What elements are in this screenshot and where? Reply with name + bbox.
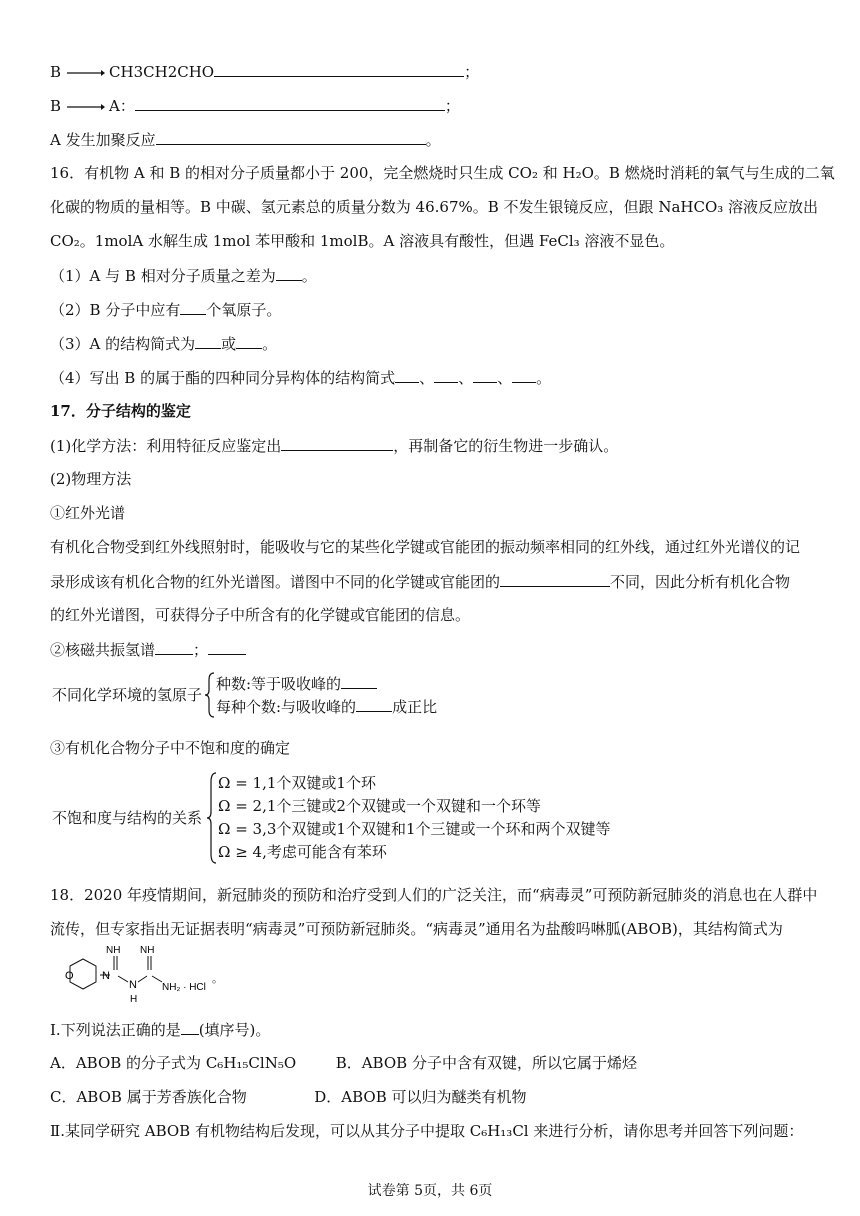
answer-blank[interactable] <box>395 366 419 383</box>
q16-sub3-text: （3）A 的结构简式为 <box>50 335 196 353</box>
q18-part1-text: Ⅰ.下列说法正确的是 <box>50 1021 181 1039</box>
answer-blank[interactable] <box>155 638 193 655</box>
q16-sub2 <box>50 298 281 321</box>
brace-icon <box>206 772 218 864</box>
option-a[interactable]: A．ABOB 的分子式为 C₆H₁₅ClN₅O <box>50 1054 297 1072</box>
punct: 。 <box>262 335 278 353</box>
unsat-items <box>218 772 611 864</box>
separator: 、 <box>458 369 474 387</box>
unsat-item: Ω = 3,3个双键或1个双键和1个三键或一个环和两个双键等 <box>218 820 611 838</box>
ir-paragraph-2 <box>50 570 790 593</box>
arrow-right-icon <box>65 68 105 78</box>
q18-paragraph-1: 18．2020 年疫情期间，新冠肺炎的预防和治疗受到人们的广泛关注，而“病毒灵”可预防新冠肺炎的消息也在人群中 <box>50 886 818 904</box>
struct-h: H <box>130 994 138 1005</box>
answer-blank[interactable] <box>434 366 458 383</box>
q16-sub2-end: 个氧原子。 <box>206 301 282 319</box>
product-a: A： <box>109 97 135 115</box>
option-c[interactable]: C．ABOB 属于芳香族化合物 <box>50 1088 247 1106</box>
ir-p2-end: 不同，因此分析有机化合物 <box>610 573 791 591</box>
ir-paragraph-3: 的红外光谱图，可获得分子中所含有的化学键或官能团的信息。 <box>50 606 471 624</box>
nmr-item1-text: 种数:等于吸收峰的 <box>216 675 342 693</box>
struct-nh2: NH <box>140 945 155 956</box>
q18-part1-end: (填序号)。 <box>198 1021 271 1039</box>
q16-sub3-or: 或 <box>221 335 237 353</box>
ir-p2-text: 录形成该有机化合物的红外光谱图。谱图中不同的化学键或官能团的 <box>50 573 501 591</box>
option-d[interactable]: D．ABOB 可以归为醚类有机物 <box>314 1088 527 1106</box>
unsat-item: Ω ≥ 4,考虑可能含有苯环 <box>218 843 387 861</box>
reactant-b: B <box>50 63 62 81</box>
product-propanal: CH3CH2CHO <box>109 63 215 81</box>
answer-blank[interactable] <box>180 298 206 315</box>
q16-paragraph-3: CO₂。1molA 水解生成 1mol 苯甲酸和 1molB。A 溶液具有酸性，但遇 FeCl₃ 溶液不显色。 <box>50 232 675 250</box>
nmr-title <box>50 638 246 661</box>
nmr-item-2 <box>216 695 437 718</box>
separator: 、 <box>419 369 435 387</box>
nmr-items <box>216 672 437 718</box>
nmr-item2-end: 成正比 <box>392 698 438 716</box>
q18-options-row1 <box>50 1052 637 1074</box>
q18-part2: Ⅱ.某同学研究 ABOB 有机物结构后发现，可以从其分子中提取 C₆H₁₃Cl 来进行分析，请你思考并回答下列问题： <box>50 1122 804 1140</box>
q15-line1 <box>50 60 479 83</box>
q16-sub4-text: （4）写出 B 的属于酯的四种同分异构体的结构简式 <box>50 369 396 387</box>
answer-blank[interactable] <box>156 128 426 145</box>
punct: ； <box>464 63 480 81</box>
answer-blank[interactable] <box>512 366 536 383</box>
answer-blank[interactable] <box>208 638 246 655</box>
q17-chem-method <box>50 434 618 457</box>
unsat-item: Ω = 1,1个双键或1个环 <box>218 774 376 792</box>
struct-tail: NH₂ · HCl <box>162 982 206 993</box>
unsat-title: ③有机化合物分子中不饱和度的确定 <box>50 739 291 757</box>
answer-blank[interactable] <box>473 366 497 383</box>
option-b[interactable]: B．ABOB 分子中含有双键，所以它属于烯烃 <box>335 1054 637 1072</box>
brace-icon <box>204 672 216 718</box>
answer-blank[interactable] <box>500 570 610 587</box>
ir-paragraph-1: 有机化合物受到红外线照射时，能吸收与它的某些化学键或官能团的振动频率相同的红外线，通过红外光谱仪的记 <box>50 538 801 556</box>
separator: 、 <box>497 369 513 387</box>
q17-c1-text: (1)化学方法：利用特征反应鉴定出 <box>50 437 282 455</box>
q16-paragraph-1: 16．有机物 A 和 B 的相对分子质量都小于 200，完全燃烧时只生成 CO₂ 和 H₂O。B 燃烧时消耗的氧气与生成的二氧 <box>50 164 835 182</box>
reactant-b: B <box>50 97 62 115</box>
page-footer: 试卷第 5页，共 6页 <box>367 1183 493 1199</box>
struct-nh1: NH <box>106 945 121 956</box>
struct-end: 。 <box>212 973 223 985</box>
nmr-label: 不同化学环境的氢原子 <box>52 686 203 704</box>
struct-o: O <box>65 970 74 982</box>
q16-paragraph-2: 化碳的物质的量相等。B 中碳、氢元素总的质量分数为 46.67%。B 不发生银镜反应，但跟 NaHCO₃ 溶液反应放出 <box>50 198 819 216</box>
q17-phys-method: (2)物理方法 <box>50 470 132 488</box>
q16-sub2-text: （2）B 分子中应有 <box>50 301 181 319</box>
ir-title: ①红外光谱 <box>50 504 126 522</box>
q18-options-row2 <box>50 1086 527 1108</box>
nmr-item2-text: 每种个数:与吸收峰的 <box>216 698 357 716</box>
q18-part1 <box>50 1018 270 1041</box>
answer-blank[interactable] <box>236 332 262 349</box>
q15-text: A 发生加聚反应 <box>50 131 156 149</box>
separator: ； <box>193 641 209 659</box>
nmr-brace-block <box>50 672 470 718</box>
arrow-right-icon <box>65 102 105 112</box>
answer-blank[interactable] <box>195 332 221 349</box>
q16-sub4 <box>50 366 551 389</box>
answer-blank[interactable] <box>214 60 464 77</box>
answer-blank[interactable] <box>341 672 377 689</box>
q17-title: 17．分子结构的鉴定 <box>50 402 191 420</box>
punct: 。 <box>301 267 317 285</box>
abob-structure-diagram <box>48 942 228 1008</box>
q15-line2 <box>50 94 460 117</box>
answer-blank[interactable] <box>276 264 302 281</box>
q16-sub1 <box>50 264 317 287</box>
unsat-label: 不饱和度与结构的关系 <box>52 809 203 827</box>
answer-blank[interactable] <box>281 434 393 451</box>
punct: 。 <box>425 131 441 149</box>
q16-sub1-text: （1）A 与 B 相对分子质量之差为 <box>50 267 276 285</box>
q17-c1-end: ，再制备它的衍生物进一步确认。 <box>393 437 619 455</box>
q16-sub3 <box>50 332 277 355</box>
answer-blank[interactable] <box>356 695 392 712</box>
answer-blank[interactable] <box>181 1018 199 1035</box>
q15-line3 <box>50 128 441 151</box>
answer-blank[interactable] <box>135 94 445 111</box>
punct: 。 <box>536 369 552 387</box>
punct: ； <box>444 97 460 115</box>
struct-n: N <box>102 970 110 982</box>
unsat-brace-block <box>50 772 630 864</box>
nmr-item-1 <box>216 672 437 695</box>
q18-paragraph-2: 流传，但专家指出无证据表明“病毒灵”可预防新冠肺炎。“病毒灵”通用名为盐酸吗啉胍(ABOB)，其结构简式为 <box>50 920 783 938</box>
struct-n2: N <box>129 979 137 991</box>
unsat-item: Ω = 2,1个三键或2个双键或一个双键和一个环等 <box>218 797 541 815</box>
nmr-title-text: ②核磁共振氢谱 <box>50 641 156 659</box>
